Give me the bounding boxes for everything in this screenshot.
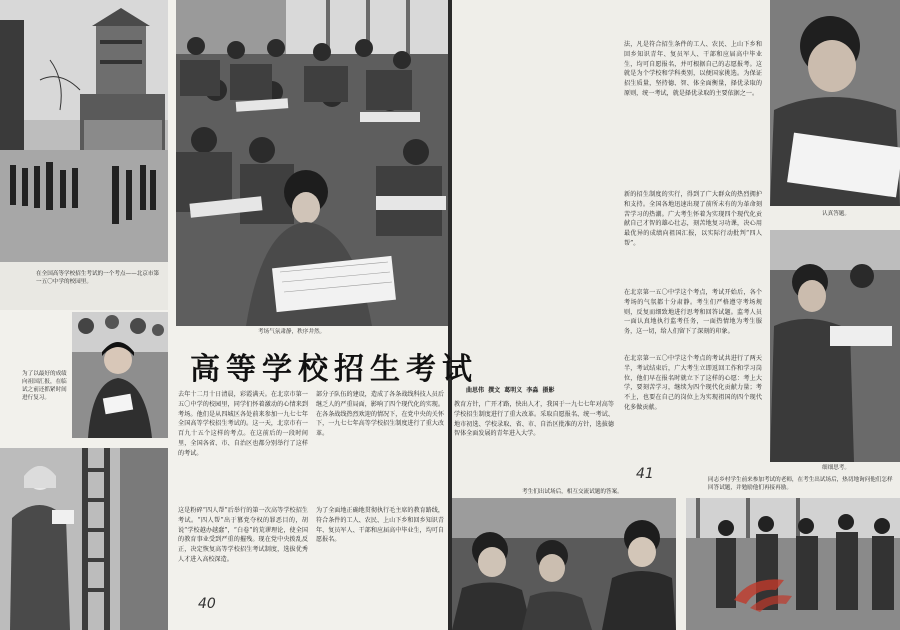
photo-careful-answer xyxy=(770,0,900,206)
caption-after-exam: 考生们出试场后，相互交流试题的答案。 xyxy=(522,489,623,495)
byline-role-1: 撰文 xyxy=(488,387,501,394)
byline-author-2: 葛明义 xyxy=(504,387,523,394)
body-text-col6: 法，凡是符合招生条件的工人、农民、上山下乡和回乡知识青年、复员军人、干部和应届高中毕业生，均可自愿报名，并可根据自己的志愿报考。这就是为个学校和学科类别，以便国家挑选。为保证招生质量，坚持德、智、体全面衡量，择优录取的原则，统一考试，就是择优录取的主要依据之一。 xyxy=(624,41,762,97)
photo-last-minute-review xyxy=(72,312,168,438)
watermark-logo xyxy=(720,556,900,626)
article-headline: 高等学校招生考试 xyxy=(190,352,478,387)
body-text-col1: 去年十二月十日清晨，彩霞满天。在北京市第一五〇中学的校园里，同学们怀着激动的心情来到考场。他们是从四城区各处前来参加一九七七年全国高等学校招生考试的。这一天，北京市有一百九十五个这样的考点。在这前后的一段时间里，全国各省、市、自治区也都分别举行了这样的考试。 xyxy=(178,391,308,457)
left-page xyxy=(0,0,448,630)
page-number-right: 41 xyxy=(636,466,654,482)
caption-exam-hall: 考场气氛肃静，秩序井然。 xyxy=(258,329,326,335)
right-page xyxy=(452,0,900,630)
byline-author-1: 曲思伟 xyxy=(466,387,485,394)
photo-exam-hall xyxy=(176,0,448,326)
body-text-col4: 教育方针，广开才路，快出人才，我国于一九七七年对高等学校招生制度进行了重大改革。采取自愿报名、统一考试、地市初选、学校录取、省、市、自治区批准的方针，选拔德智体全面发展的青年进入大学。 xyxy=(454,401,614,438)
caption-thinking: 细细思考。 xyxy=(822,465,850,471)
body-text-col3: 部分子队伍的建设，造成了各条战线科技人员后继乏人的严重局面，影响了四个现代化的实现。在各条战线热烈欢迎的情况下，在党中央的关怀下，一九七七年高等学校招生制度进行了重大改革。 xyxy=(316,391,444,438)
byline-author-3: 李淼 xyxy=(526,387,539,394)
caption-teachers: 同志乡村学生前来参加考试的老师，在考生出试场后，热切地询问他们怎样回答试题，并勉励他们再接再励。 xyxy=(708,477,893,491)
byline-role-2: 摄影 xyxy=(542,387,555,394)
photo-school-courtyard xyxy=(0,0,168,262)
photo-after-exam xyxy=(452,498,676,630)
body-text-col7: 新的招生制度的实行，得到了广大群众的热烈拥护和支持。全国各地迅速出现了前所未有的为革命刻苦学习的热潮。广大考生怀着为实现四个现代化贡献自己才智的雄心壮志，刻苦地复习功课，决心用最优异的成绩向祖国汇报，以实际行动批判“四人帮”。 xyxy=(624,191,762,247)
photo-ladder-reading xyxy=(0,448,168,630)
caption-courtyard: 在全国高等学校招生考试的一个考点——北京市第一五〇中学的校园里。 xyxy=(36,271,160,285)
photo-thinking xyxy=(770,230,900,462)
caption-careful: 认真答题。 xyxy=(822,211,850,217)
body-text-col2: 这是粉碎“四人帮”后举行的第一次高等学校招生考试。“四人帮”出于篡党夺权的罪恶目的，胡说“学校越办越蠢”，“白卷”的荒谬理论，使全国的教育事业受到严重的摧残。现在党中央拨乱反正，决定恢复高等学校招生考试制度，选拔优秀人才进入高校深造。 xyxy=(178,507,308,563)
body-text-col3b: 为了全面地正确地贯彻执行毛主席的教育路线，符合条件的工人、农民、上山下乡和回乡知识青年、复员军人、干部和应届高中毕业生，均可自愿报名。 xyxy=(316,507,444,544)
caption-review: 为了以最好的成绩向祖国汇报，在临试之前还抓紧时间进行复习。 xyxy=(22,371,67,401)
body-text-col9: 在北京第一五〇中学这个考点的考试共进行了两天半，考试结束后，广大考生立即返回工作和学习岗位，他们早在报名时就立下了这样的心愿：考上大学，要刻苦学习，继续为四个现代化贡献力量；考不上，也要在自己的岗位上为实现祖国的四个现代化多做贡献。 xyxy=(624,355,762,411)
body-text-col8: 在北京第一五〇中学这个考点，考试开始后，各个考场的气氛都十分肃静。考生们严格遵守考场规则，反复而细致地进行思考和回答试题。监考人员一面认真地执行监考任务，一面热情地为考生服务，这一切，给人们留下了深刻的印象。 xyxy=(624,289,762,336)
article-byline xyxy=(466,385,556,394)
page-number-left: 40 xyxy=(198,596,216,612)
